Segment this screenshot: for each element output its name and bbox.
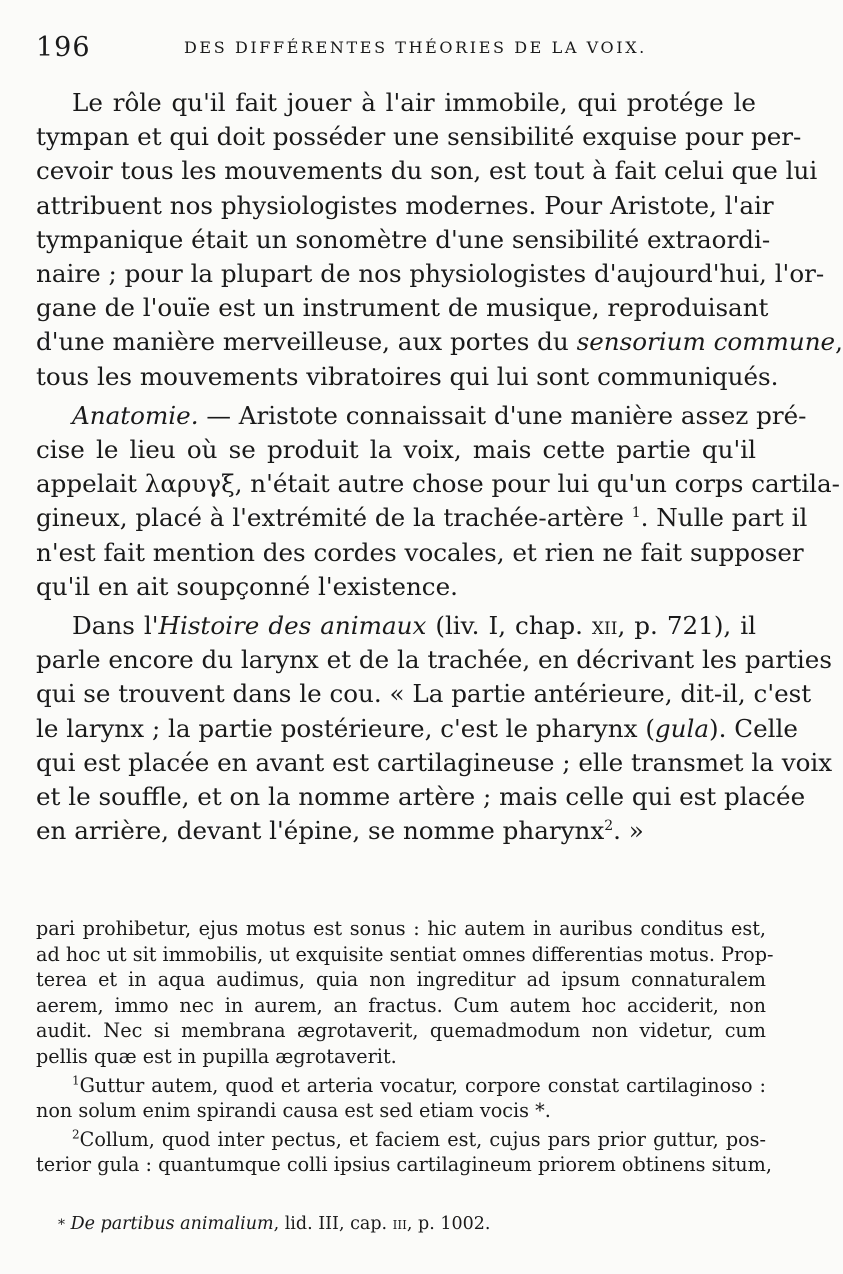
- text-line: [36, 501, 808, 535]
- text-line: Le rôle qu'il fait jouer à l'air immobile, qui protége le: [72, 88, 756, 117]
- footnote-line: non solum enim spirandi causa est sed etiam vocis *.: [36, 1099, 551, 1123]
- footnote-line: aerem, immo nec in aurem, an fractus. Cum autem hoc acciderit, non: [36, 993, 766, 1017]
- footnote-line: ad hoc ut sit immobilis, ut exquisite sentiat omnes differentias motus. Prop-: [36, 942, 774, 966]
- footnote-line: pari prohibetur, ejus motus est sonus : hic autem in auribus conditus est,: [36, 917, 766, 940]
- text-run: d'une manière merveilleuse, aux portes du: [36, 327, 577, 357]
- text-line: [36, 325, 843, 359]
- footnote-2: [36, 1127, 766, 1153]
- text-run: , p. 1002.: [406, 1214, 491, 1234]
- footnote-ref-1: 1: [631, 505, 641, 522]
- text-run: , lid. III, cap.: [273, 1214, 393, 1234]
- running-head: DES DIFFÉRENTES THÉORIES DE LA VOIX.: [184, 38, 647, 57]
- paragraph-2: [36, 399, 840, 604]
- text-run: Guttur autem, quod et arteria vocatur, corpore constat cartilaginoso :: [79, 1073, 766, 1097]
- text-run: ). Celle: [709, 713, 798, 743]
- roman-numeral: xii: [591, 611, 618, 641]
- footnote-line: terea et in aqua audimus, quia non ingreditur ad ipsum connaturalem: [36, 968, 766, 992]
- star-footnote: [58, 1212, 758, 1237]
- page-number: 196: [36, 32, 91, 63]
- paragraph-3: [36, 609, 833, 848]
- text-run: . Nulle part il: [640, 503, 808, 533]
- text-run: (liv. I, chap.: [426, 611, 592, 641]
- text-run: . »: [613, 816, 644, 846]
- footnote-2-marker: 2: [72, 1127, 80, 1142]
- text-run: gineux, placé à l'extrémité de la trachée-artère: [36, 503, 632, 533]
- star-marker: *: [58, 1217, 65, 1233]
- footnote-line: audit. Nec si membrana ægrotaverit, quemadmodum non videtur, cum: [36, 1019, 766, 1043]
- text-run: en arrière, devant l'épine, se nomme pharynx: [36, 816, 605, 846]
- text-line: cise le lieu où se produit la voix, mais cette partie qu'il: [36, 435, 756, 465]
- italic-term: sensorium commune: [576, 327, 836, 357]
- text-line: [36, 609, 756, 643]
- text-line: tympan et qui doit posséder une sensibilité exquise pour per-: [36, 122, 802, 152]
- italic-title: De partibus animalium: [70, 1214, 274, 1234]
- text-run: — Aristote connaissait d'une manière assez pré-: [198, 400, 807, 430]
- italic-title: Histoire des animaux: [158, 611, 427, 641]
- text-line: attribuent nos physiologistes modernes. Pour Aristote, l'air: [36, 190, 774, 220]
- footnote-ref-2: 2: [604, 818, 614, 835]
- text-line: appelait λαρυγξ, n'était autre chose pour lui qu'un corps cartila-: [36, 469, 840, 499]
- text-run: le larynx ; la partie postérieure, c'est le pharynx (: [36, 713, 655, 743]
- footnote-1: [36, 1073, 766, 1099]
- text-run: Dans l': [72, 611, 159, 641]
- text-line: parle encore du larynx et de la trachée, en décrivant les parties: [36, 645, 832, 675]
- text-line: [36, 399, 807, 433]
- footnote-line: pellis quæ est in pupilla ægrotaverit.: [36, 1044, 397, 1068]
- text-line: qui se trouvent dans le cou. « La partie antérieure, dit-il, c'est: [36, 679, 812, 709]
- page-header: [36, 30, 760, 70]
- footnote-line: terior gula : quantumque colli ipsius cartilagineum priorem obtinens situm,: [36, 1153, 772, 1177]
- italic-term: gula: [654, 713, 710, 743]
- text-line: tympanique était un sonomètre d'une sensibilité extraordi-: [36, 224, 771, 254]
- text-line: tous les mouvements vibratoires qui lui sont communiqués.: [36, 361, 779, 391]
- text-line: qui est placée en avant est cartilagineuse ; elle transmet la voix: [36, 747, 833, 777]
- text-run: , p. 721), il: [617, 611, 756, 641]
- paragraph-1: [36, 86, 843, 394]
- text-line: [36, 814, 756, 848]
- text-line: n'est fait mention des cordes vocales, et rien ne fait supposer: [36, 537, 804, 567]
- main-text: [36, 86, 843, 853]
- text-line: qu'il en ait soupçonné l'existence.: [36, 571, 458, 601]
- text-line: naire ; pour la plupart de nos physiologistes d'aujourd'hui, l'or-: [36, 259, 825, 289]
- text-line: cevoir tous les mouvements du son, est tout à fait celui que lui: [36, 156, 818, 186]
- footnotes: [36, 916, 774, 1178]
- roman-numeral: iii: [392, 1214, 407, 1234]
- text-run: Collum, quod inter pectus, et faciem est, cujus pars prior guttur, pos-: [79, 1127, 766, 1151]
- text-line: et le souffle, et on la nomme artère ; mais celle qui est placée: [36, 782, 806, 812]
- text-line: [36, 712, 798, 746]
- section-heading-anatomie: Anatomie.: [72, 400, 199, 430]
- footnote-1-marker: 1: [72, 1073, 80, 1088]
- text-line: gane de l'ouïe est un instrument de musique, reproduisant: [36, 293, 769, 323]
- text-run: ,: [835, 327, 843, 357]
